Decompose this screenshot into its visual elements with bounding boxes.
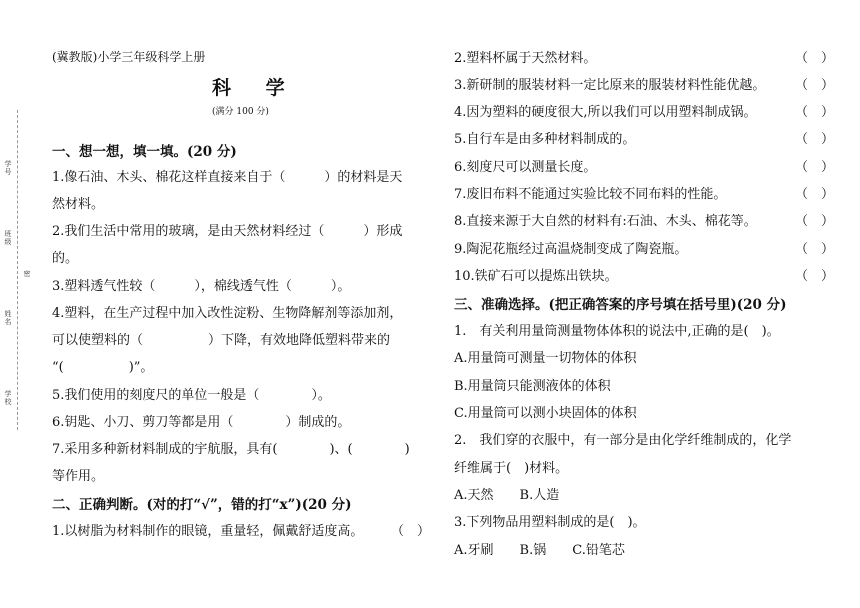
binding-label-name: 姓名: [4, 310, 12, 326]
answer-paren: （ ）: [794, 242, 834, 257]
judge-item: [454, 186, 834, 204]
section-2-title: 二、正确判断。(对的打“√”，错的打“x”)(20 分): [52, 497, 352, 513]
judge-item: [454, 213, 834, 231]
judge-item: [454, 77, 834, 95]
question-line: 可以使塑料的（ ）下降，有效地降低塑料带来的: [52, 333, 391, 348]
judge-item-text: 7.废旧布料不能通过实验比较不同布料的性能。: [454, 187, 727, 202]
binding-margin: [0, 110, 36, 440]
answer-paren: （ ）: [794, 160, 834, 175]
answer-paren: （ ）: [794, 51, 834, 66]
judge-item-text: 1.以树脂为材料制作的眼镜，重量轻，佩戴舒适度高。: [52, 524, 364, 539]
choice-line: 3.下列物品用塑料制成的是( )。: [454, 515, 646, 530]
question-line: 6.钥匙、小刀、剪刀等都是用（ ）制成的。: [52, 415, 351, 430]
answer-paren: （ ）: [390, 524, 430, 539]
question-line: 5.我们使用的刻度尺的单位一般是（ ）。: [52, 388, 331, 403]
choice-line: 1. 有关利用量筒测量物体体积的说法中,正确的是( )。: [454, 324, 780, 339]
choice-line: A.天然 B.人造: [454, 488, 560, 503]
question-line: 等作用。: [52, 469, 105, 484]
judge-item-text: 3.新研制的服装材料一定比原来的服装材料性能优越。: [454, 78, 766, 93]
choice-line: 纤维属于( )材料。: [454, 461, 569, 476]
binding-label-seal: 密: [23, 270, 31, 278]
choice-line: A.牙刷 B.锅 C.铅笔芯: [454, 543, 625, 558]
judge-item-text: 4.因为塑料的硬度很大,所以我们可以用塑料制成锅。: [454, 105, 757, 120]
binding-label-school: 学校: [4, 390, 12, 406]
judge-item: [52, 523, 430, 541]
answer-paren: （ ）: [794, 214, 834, 229]
judge-item: [454, 241, 834, 259]
question-line: 7.采用多种新材料制成的宇航服，具有( )、( ): [52, 442, 410, 457]
question-line: 然材料。: [52, 197, 105, 212]
judge-item-text: 10.铁矿石可以提炼出铁块。: [454, 269, 618, 284]
binding-dashed-line: [17, 110, 18, 430]
judge-item-text: 6.刻度尺可以测量长度。: [454, 160, 597, 175]
judge-item: [454, 159, 834, 177]
exam-subtitle: (冀教版)小学三年级科学上册: [52, 50, 206, 64]
judge-item: [454, 131, 834, 149]
section-1-title: 一、想一想，填一填。(20 分): [52, 144, 237, 160]
judge-item-text: 2.塑料杯属于天然材料。: [454, 51, 597, 66]
question-line: “( )”。: [52, 360, 154, 375]
answer-paren: （ ）: [794, 105, 834, 120]
question-line: 4.塑料，在生产过程中加入改性淀粉、生物降解剂等添加剂，: [52, 306, 403, 321]
binding-label-student-id: 学号: [4, 160, 12, 176]
judge-item: [454, 50, 834, 68]
answer-paren: （ ）: [794, 187, 834, 202]
question-line: 的。: [52, 251, 79, 266]
choice-line: 2. 我们穿的衣服中，有一部分是由化学纤维制成的，化学: [454, 433, 792, 448]
answer-paren: （ ）: [794, 269, 834, 284]
judge-item-text: 8.直接来源于大自然的材料有:石油、木头、棉花等。: [454, 214, 757, 229]
choice-line: A.用量筒可测量一切物体的体积: [454, 351, 637, 366]
judge-item-text: 9.陶泥花瓶经过高温烧制变成了陶瓷瓶。: [454, 242, 688, 257]
binding-label-class: 班级: [4, 230, 12, 246]
answer-paren: （ ）: [794, 132, 834, 147]
question-line: 1.像石油、木头、棉花这样直接来自于（ ）的材料是天: [52, 170, 403, 185]
choice-line: C.用量筒可以测小块固体的体积: [454, 406, 637, 421]
exam-title: 科 学: [212, 77, 299, 99]
question-line: 3.塑料透气性较（ ），棉线透气性（ ）。: [52, 279, 351, 294]
question-line: 2.我们生活中常用的玻璃，是由天然材料经过（ ）形成: [52, 224, 403, 239]
answer-paren: （ ）: [794, 78, 834, 93]
judge-item-text: 5.自行车是由多种材料制成的。: [454, 132, 636, 147]
choice-line: B.用量筒只能测液体的体积: [454, 379, 611, 394]
judge-item: [454, 104, 834, 122]
section-3-title: 三、准确选择。(把正确答案的序号填在括号里)(20 分): [454, 297, 787, 313]
exam-score: (满分 100 分): [212, 107, 269, 117]
judge-item: [454, 268, 834, 286]
